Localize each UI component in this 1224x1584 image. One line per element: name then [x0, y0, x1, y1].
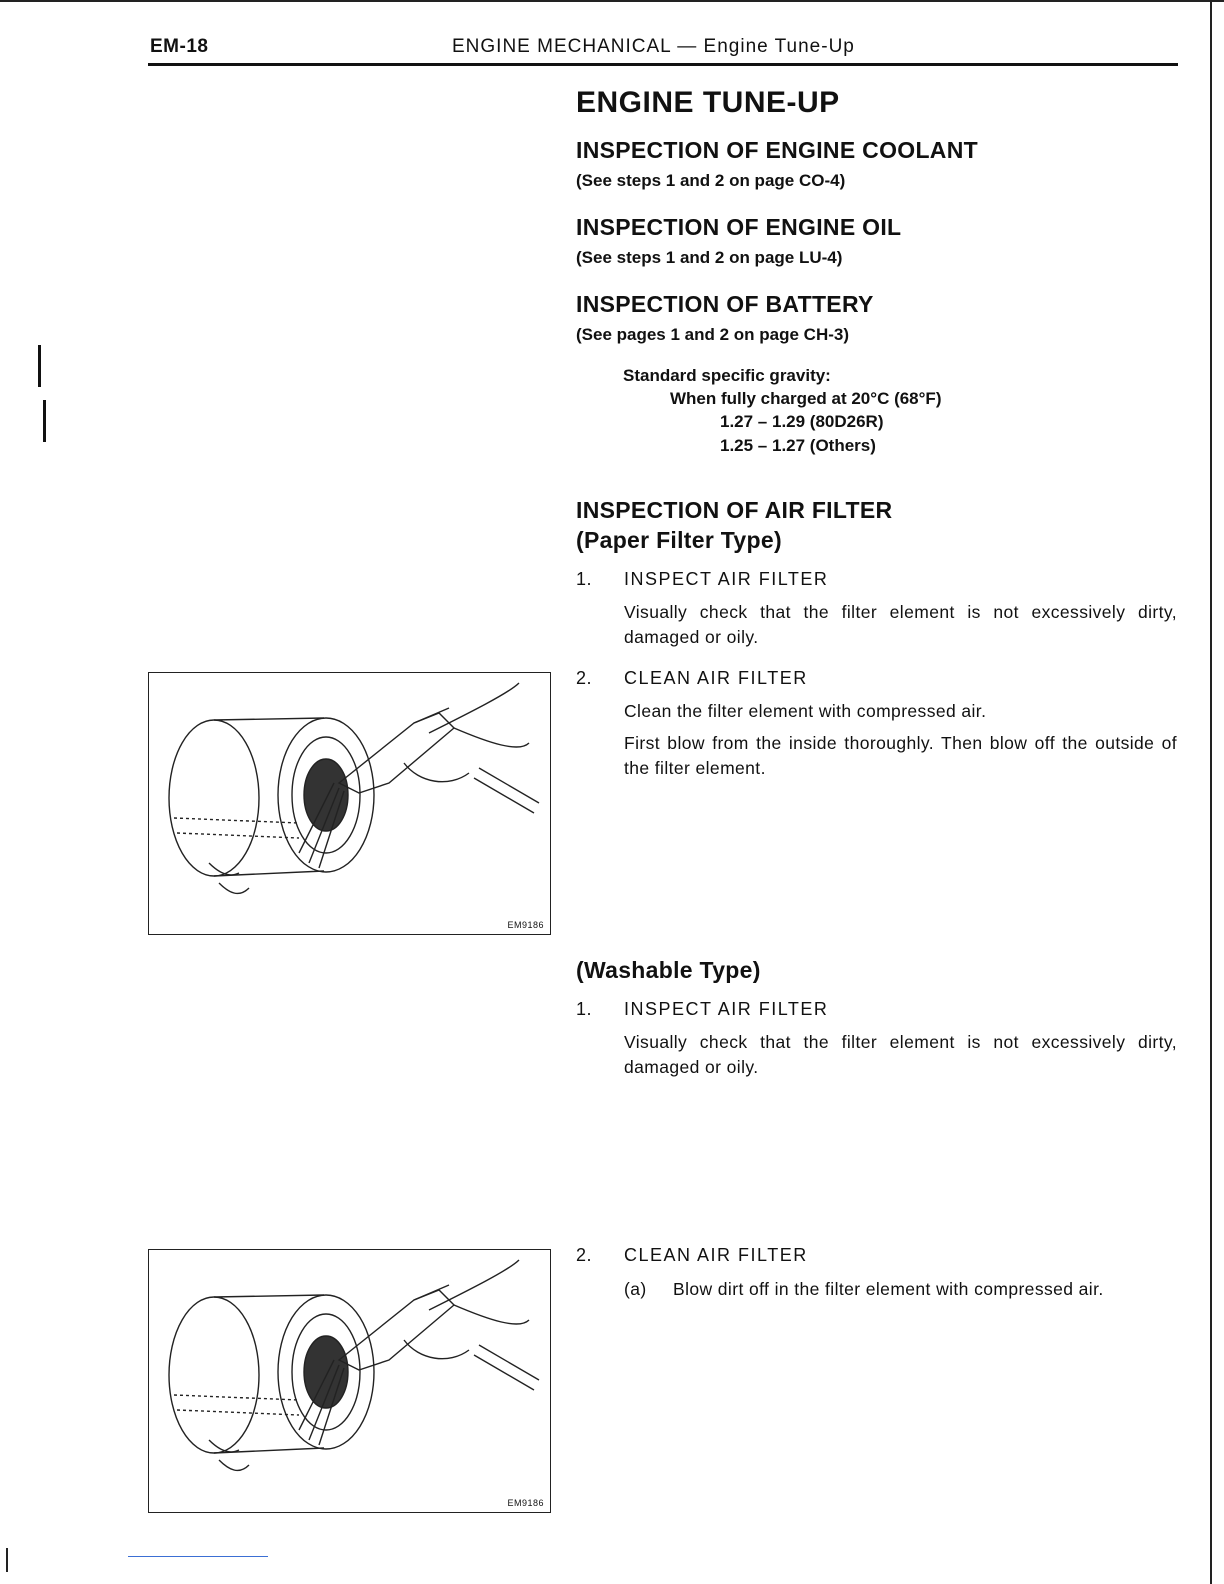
- step-text: Visually check that the filter element is not excessively dirty, damaged or oily.: [624, 1032, 1177, 1077]
- oil-note: (See steps 1 and 2 on page LU-4): [576, 248, 843, 267]
- step-text: First blow from the inside thoroughly. Then blow off the outside of the filter element.: [624, 733, 1177, 778]
- step-text: Visually check that the filter element is not excessively dirty, damaged or oily.: [624, 602, 1177, 647]
- spec-value: 1.25 – 1.27 (Others): [720, 436, 876, 455]
- step-number: 2.: [576, 1245, 593, 1265]
- corner-mark: [6, 1548, 8, 1572]
- figure-air-filter-cleaning: [148, 1249, 551, 1513]
- page-code: EM-18: [150, 36, 209, 57]
- spec-value: 1.27 – 1.29 (80D26R): [720, 412, 884, 431]
- oil-heading: INSPECTION OF ENGINE OIL: [576, 214, 902, 240]
- coolant-note: (See steps 1 and 2 on page CO-4): [576, 171, 846, 190]
- paper-filter-subheading: (Paper Filter Type): [576, 527, 782, 553]
- air-filter-illustration: [149, 1250, 550, 1512]
- air-filter-illustration: [149, 673, 550, 934]
- spec-label: Standard specific gravity:: [623, 366, 831, 385]
- step-title: INSPECT AIR FILTER: [624, 569, 829, 589]
- margin-change-bar: [43, 400, 46, 442]
- step-number: 1.: [576, 999, 593, 1019]
- figure-code: EM9186: [507, 920, 544, 930]
- header-title: ENGINE MECHANICAL — Engine Tune-Up: [452, 36, 855, 57]
- washable-subheading: (Washable Type): [576, 957, 761, 983]
- step-title: CLEAN AIR FILTER: [624, 668, 808, 688]
- page-border-top: [0, 0, 1224, 2]
- air-filter-heading: INSPECTION OF AIR FILTER: [576, 497, 893, 523]
- header-rule: [148, 63, 1178, 66]
- battery-heading: INSPECTION OF BATTERY: [576, 291, 874, 317]
- step-text: Blow dirt off in the filter element with compressed air.: [673, 1279, 1104, 1299]
- step-number: 2.: [576, 668, 593, 688]
- spec-condition: When fully charged at 20°C (68°F): [670, 389, 942, 408]
- step-title: INSPECT AIR FILTER: [624, 999, 829, 1019]
- sub-step-label: (a): [624, 1279, 647, 1299]
- page-title: ENGINE TUNE-UP: [576, 86, 840, 119]
- margin-change-bar: [38, 345, 41, 387]
- figure-air-filter-cleaning: [148, 672, 551, 935]
- coolant-heading: INSPECTION OF ENGINE COOLANT: [576, 137, 978, 163]
- page-border-right: [1210, 0, 1212, 1584]
- figure-code: EM9186: [507, 1498, 544, 1508]
- step-title: CLEAN AIR FILTER: [624, 1245, 808, 1265]
- battery-note: (See pages 1 and 2 on page CH-3): [576, 325, 850, 344]
- footer-line: [128, 1556, 268, 1557]
- step-number: 1.: [576, 569, 593, 589]
- step-text: Clean the filter element with compressed air.: [624, 701, 987, 721]
